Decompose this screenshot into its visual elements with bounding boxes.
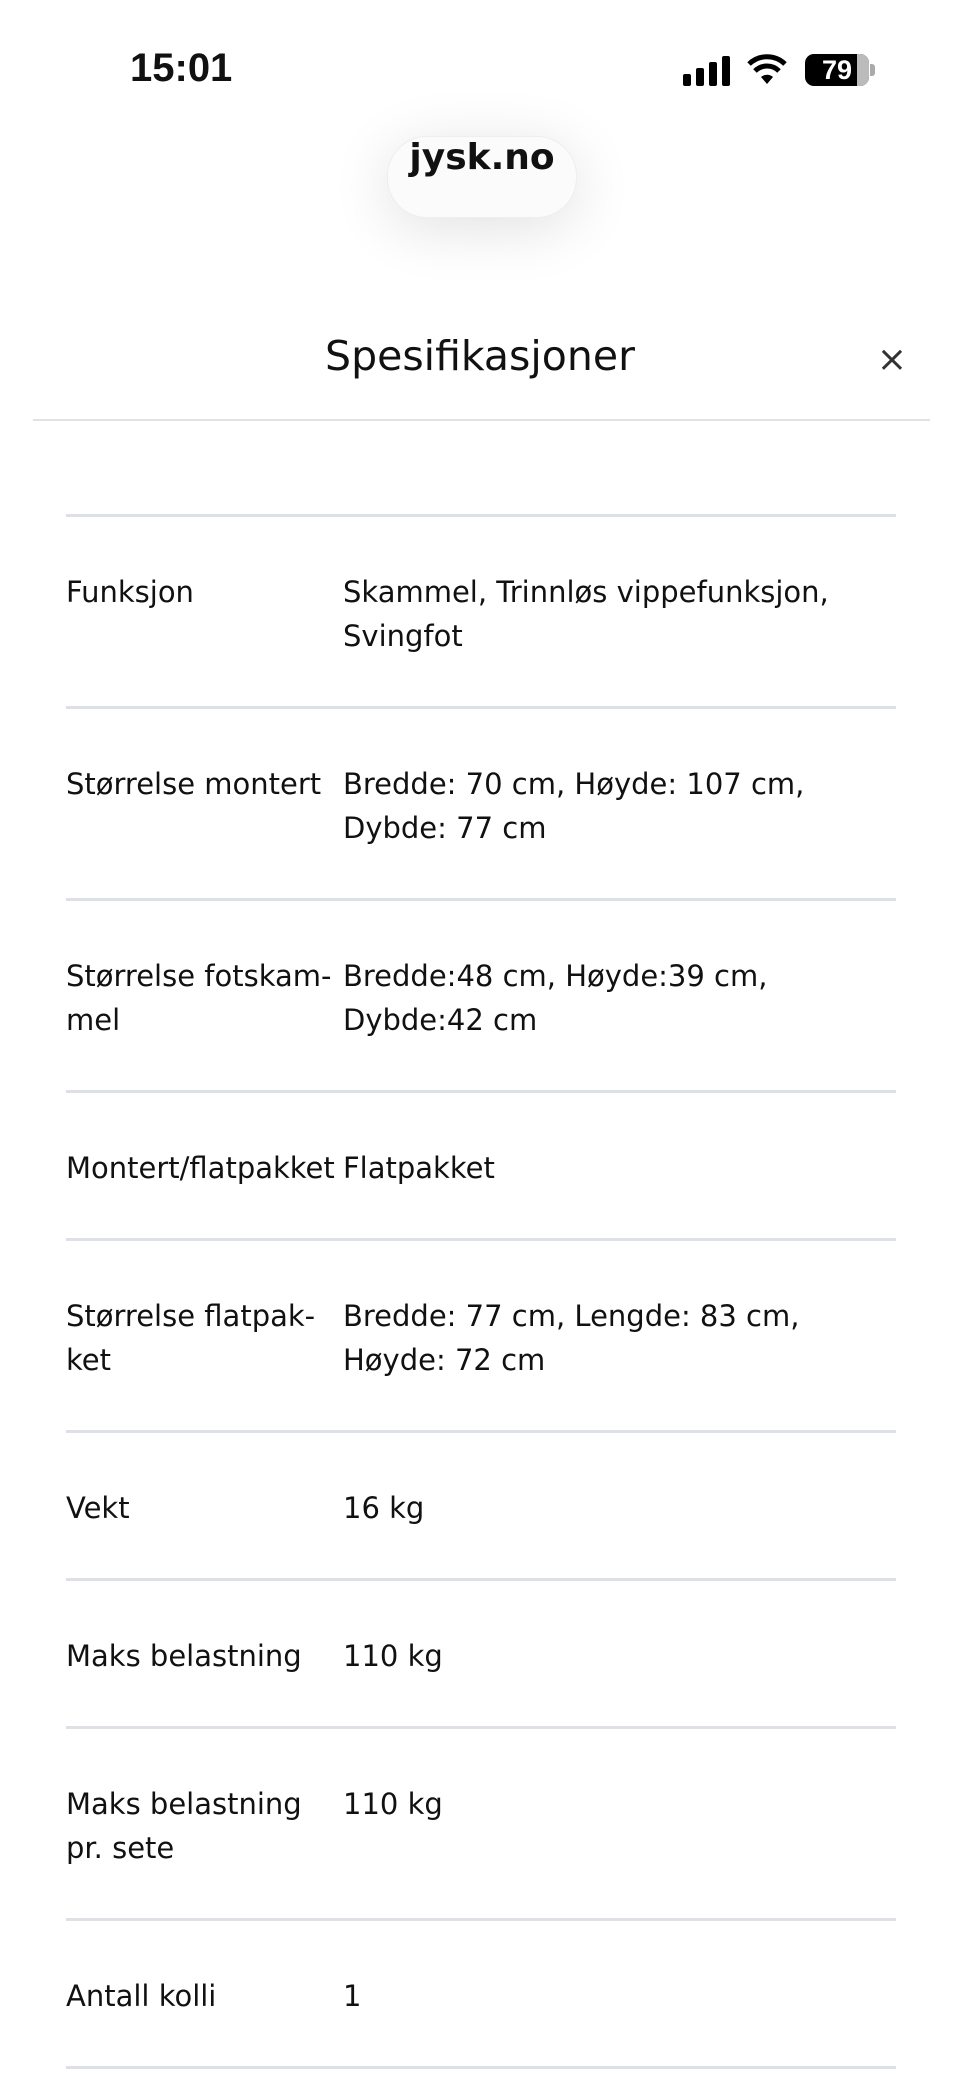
spec-value: 110 kg (343, 1787, 443, 1821)
spec-row (66, 1430, 896, 1578)
spec-label: Størrelse flatpakket (66, 1299, 316, 1377)
spec-row (66, 1238, 896, 1430)
spec-label: Antall kolli (66, 1979, 217, 2013)
spec-value: 16 kg (343, 1491, 425, 1525)
spec-label: Størrelse montert (66, 767, 322, 801)
spec-label: Montert/flatpakket (66, 1151, 335, 1185)
spec-row (66, 514, 896, 706)
spec-row (66, 706, 896, 898)
spec-row (66, 898, 896, 1090)
spec-list[interactable] (0, 422, 960, 2086)
spec-value: Bredde: 77 cm, Lengde: 83 cm, Høyde: 72 cm (343, 1299, 800, 1377)
spec-value: Bredde:48 cm, Høyde:39 cm, Dybde:42 cm (343, 959, 768, 1037)
spec-value: Flatpakket (343, 1151, 495, 1185)
spec-label: Maks belastning pr. sete (66, 1787, 302, 1865)
header-divider (33, 419, 930, 421)
clock: 15:01 (130, 46, 233, 90)
url-bar[interactable]: jysk.no (387, 136, 577, 218)
spec-value: Bredde: 70 cm, Høyde: 107 cm, Dybde: 77 cm (343, 767, 805, 845)
spec-label: Maks belastning (66, 1639, 302, 1673)
spec-row (66, 1726, 896, 1918)
spec-label: Funksjon (66, 575, 194, 609)
battery-icon (805, 54, 869, 86)
cellular-signal-icon (683, 56, 731, 86)
spec-row (66, 1918, 896, 2066)
spec-value: 110 kg (343, 1639, 443, 1673)
spec-value: 1 (343, 1979, 362, 2013)
sheet-title: Spesifikasjoner (325, 332, 635, 380)
spec-label: Vekt (66, 1491, 130, 1525)
spec-row (66, 1578, 896, 1726)
status-bar (0, 0, 960, 110)
close-icon[interactable]: × (876, 339, 908, 380)
battery-level: 79 (821, 55, 853, 85)
row-divider (66, 2066, 896, 2069)
spec-label: Størrelse fotskammel (66, 959, 332, 1037)
spec-row (66, 1090, 896, 1238)
spec-value: Skammel, Trinnløs vippefunksjon, Svingfot (343, 575, 829, 653)
wifi-icon (746, 52, 788, 86)
